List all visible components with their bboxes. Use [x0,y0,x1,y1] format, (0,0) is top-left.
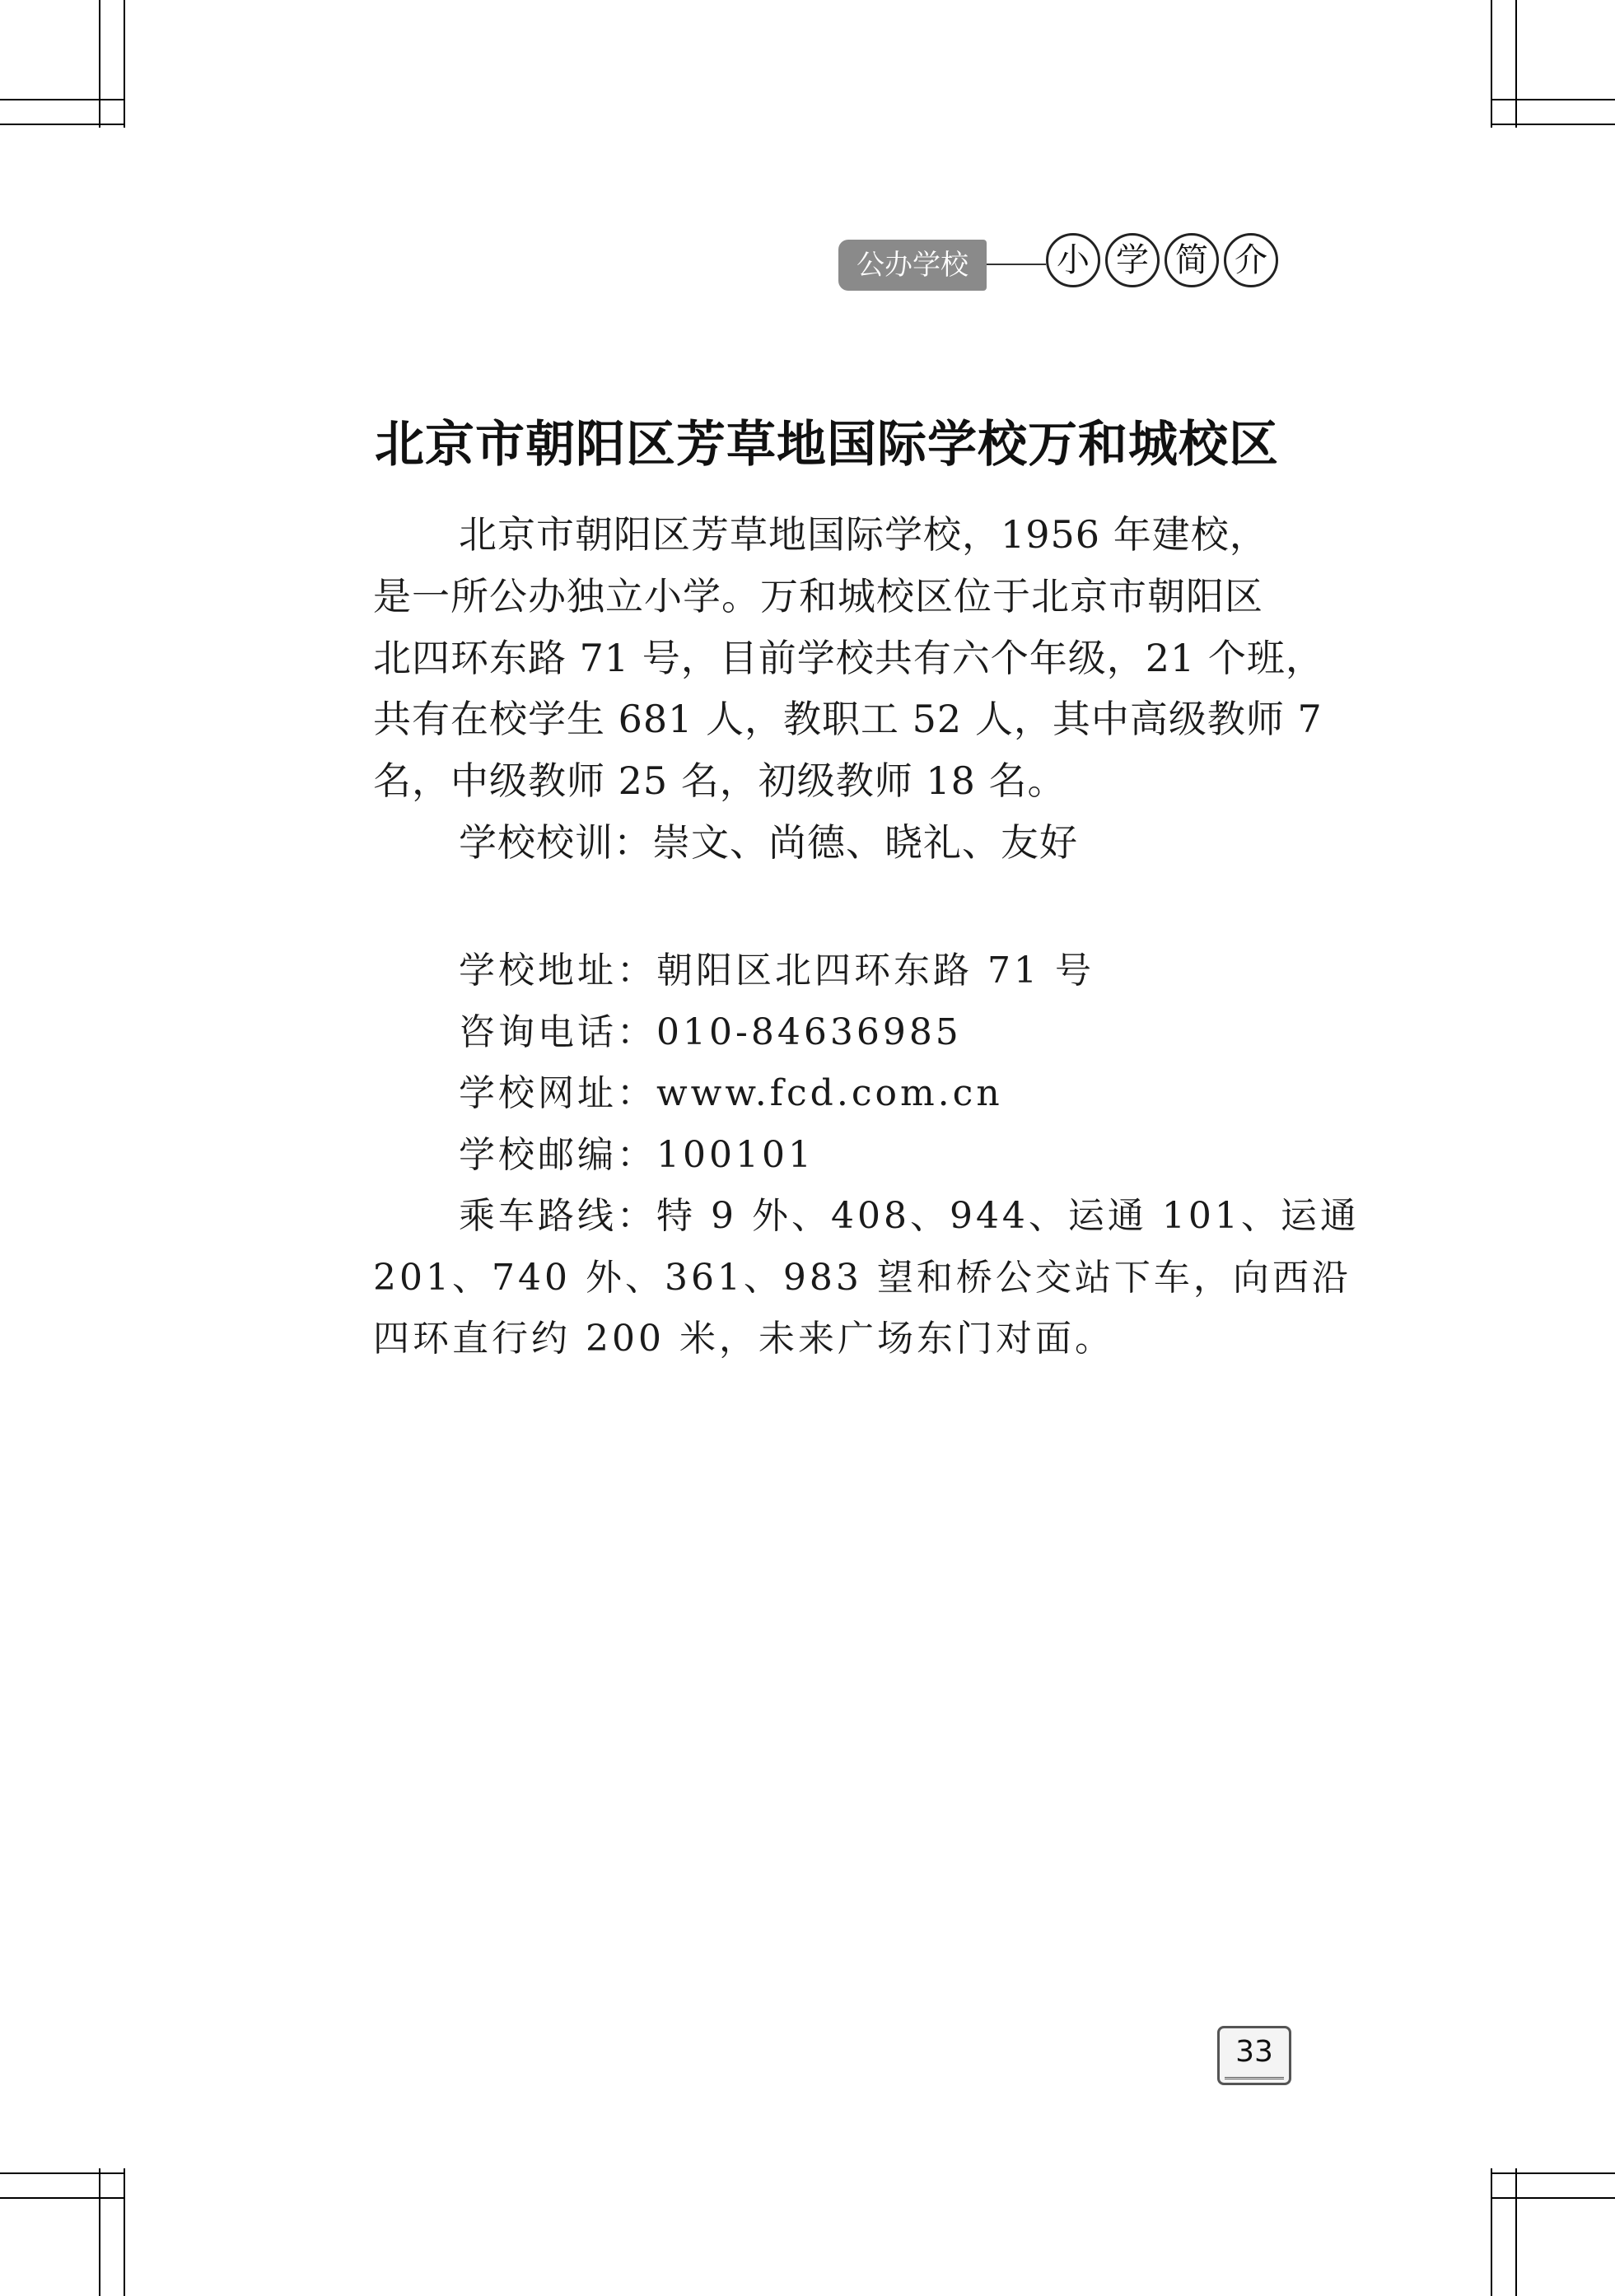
school-phone: 咨询电话：010-84636985 [459,1010,962,1053]
page-number: 33 [1217,2026,1291,2085]
route-line: 乘车路线：特 9 外、408、944、运通 101、运通 [459,1195,1360,1237]
route-line: 201、740 外、361、983 望和桥公交站下车，向西沿 [373,1256,1351,1299]
intro-line: 共有在校学生 681 人，教职工 52 人，其中高级教师 7 [373,697,1323,742]
crop-mark [124,0,125,128]
section-title-char: 学 [1105,233,1160,287]
intro-line: 名，中级教师 25 名，初级教师 18 名。 [373,758,1067,804]
crop-mark [0,2197,124,2199]
section-title-char: 简 [1165,233,1219,287]
crop-mark [99,2168,100,2296]
school-postcode: 学校邮编：100101 [459,1133,815,1176]
route-line: 四环直行约 200 米，未来广场东门对面。 [373,1318,1114,1360]
crop-mark [1491,99,1615,100]
bus-route [373,1186,1360,1370]
crop-mark [1491,2197,1615,2199]
crop-mark [0,2172,124,2174]
intro-line: 北四环东路 71 号，目前学校共有六个年级，21 个班， [373,635,1324,680]
section-title [1046,233,1278,287]
crop-mark [124,2168,125,2296]
crop-mark [0,124,124,125]
school-introduction [373,504,1324,874]
crop-mark [1491,124,1615,125]
school-address: 学校地址：朝阳区北四环东路 71 号 [459,950,1095,992]
section-title-char: 介 [1224,233,1278,287]
crop-mark [99,0,100,128]
crop-mark [1491,2172,1615,2174]
intro-line: 是一所公办独立小学。万和城校区位于北京市朝阳区 [373,573,1263,618]
school-motto: 学校校训：崇文、尚德、晓礼、友好 [459,819,1078,865]
category-badge: 公办学校 [838,240,987,291]
intro-line: 北京市朝阳区芳草地国际学校，1956 年建校， [459,512,1268,557]
crop-mark [1491,2168,1492,2296]
school-website: 学校网址：www.fcd.com.cn [459,1072,1003,1114]
crop-mark [0,99,124,100]
crop-mark [1491,0,1492,128]
section-title-char: 小 [1046,233,1100,287]
crop-mark [1515,2168,1517,2296]
contact-info [459,940,1095,1186]
crop-mark [1515,0,1517,128]
header-connector-line [987,264,1046,265]
page-title: 北京市朝阳区芳草地国际学校万和城校区 [375,416,1279,474]
